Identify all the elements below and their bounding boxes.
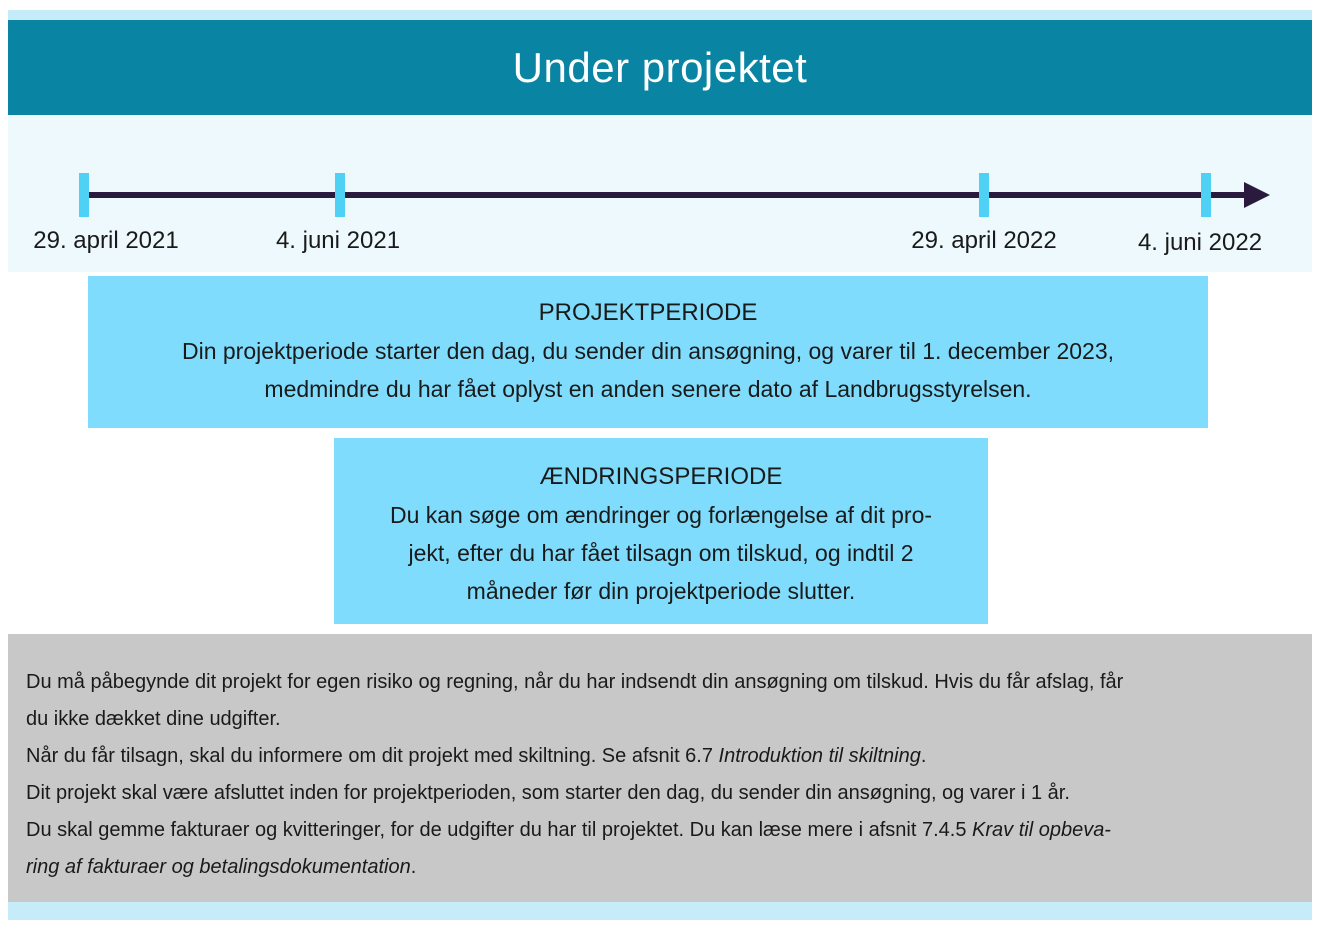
info-italic-segment: Introduktion til skiltning [718, 745, 921, 767]
date-label: 29. april 2021 [33, 227, 179, 254]
top-strip [8, 10, 1312, 20]
tick-marker [979, 173, 989, 217]
info-box [8, 634, 1312, 902]
tick-marker [79, 173, 89, 217]
info-italic-segment: Krav til opbeva- [972, 819, 1111, 841]
aendringsperiode-box [334, 438, 988, 624]
info-line [26, 849, 1296, 886]
info-line [26, 812, 1296, 849]
aendringsperiode-title: ÆNDRINGSPERIODE [539, 463, 783, 490]
aendringsperiode-line: jekt, efter du har fået tilsagn om tilskud, og indtil 2 [408, 540, 914, 566]
timeline [8, 115, 1312, 280]
info-text-segment: . [410, 856, 417, 878]
tick-marker [1201, 173, 1211, 217]
header-banner [8, 20, 1312, 115]
bottom-strip [8, 902, 1312, 920]
date-label: 4. juni 2022 [1137, 229, 1263, 256]
aendringsperiode-line: måneder før din projektperiode slutter. [466, 578, 856, 604]
projektperiode-line: medmindre du har fået oplyst en anden senere dato af Landbrugsstyrelsen. [264, 376, 1032, 402]
info-text-segment: . [920, 745, 927, 767]
projektperiode-title: PROJEKTPERIODE [538, 299, 758, 326]
page-title: Under projektet [512, 43, 808, 91]
timeline-arrow [8, 115, 1312, 280]
info-line: Dit projekt skal være afsluttet inden for projektperioden, som starter den dag, du sender din ansøgning, og varer i 1 år. [26, 782, 1070, 804]
info-line: du ikke dækket dine udgifter. [26, 708, 281, 730]
date-label: 4. juni 2021 [275, 227, 401, 254]
diagram-frame [8, 10, 1312, 920]
aendringsperiode-line: Du kan søge om ændringer og forlængelse af dit pro- [389, 502, 933, 528]
info-text [26, 664, 1296, 886]
date-label: 29. april 2022 [911, 227, 1057, 254]
projektperiode-box [88, 276, 1208, 428]
projektperiode-line: Din projektperiode starter den dag, du sender din ansøgning, og varer til 1. december 2023, [181, 338, 1115, 364]
info-text-segment: Når du får tilsagn, skal du informere om dit projekt med skiltning. Se afsnit 6.7 [26, 745, 719, 767]
info-line: Du må påbegynde dit projekt for egen risiko og regning, når du har indsendt din ansøgning om tilskud. Hvis du får afslag, får [26, 671, 1124, 693]
info-line [26, 738, 1296, 775]
info-text-segment: Du skal gemme fakturaer og kvitteringer, for de udgifter du har til projektet. Du kan læse mere i afsnit 7.4.5 [26, 819, 973, 841]
tick-marker [335, 173, 345, 217]
info-italic-segment: ring af fakturaer og betalingsdokumentation [26, 856, 411, 878]
